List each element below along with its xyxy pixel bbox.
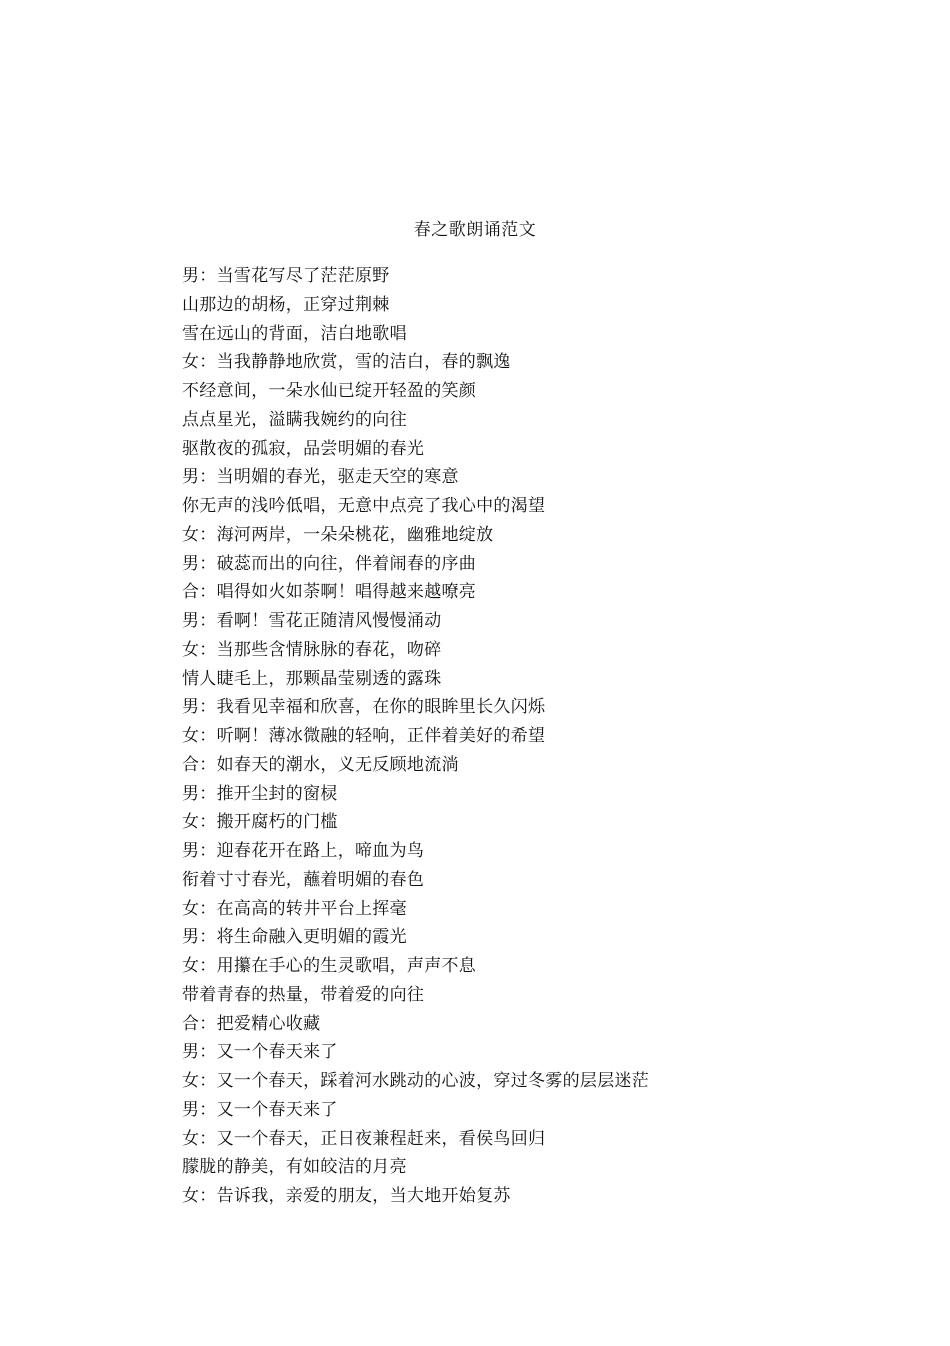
poem-line: 合：唱得如火如荼啊！唱得越来越嘹亮 (182, 582, 477, 603)
poem-line: 合：把爱精心收藏 (182, 1013, 321, 1034)
poem-line: 男：当雪花写尽了茫茫原野 (182, 266, 390, 286)
poem-line: 朦胧的静美，有如皎洁的月亮 (182, 1157, 407, 1178)
poem-line: 男：又一个春天来了 (182, 1099, 338, 1120)
poem-line: 男：将生命融入更明媚的霞光 (182, 927, 407, 948)
poem-line: 男：当明媚的春光，驱走天空的寒意 (182, 467, 459, 488)
poem-line: 男：破蕊而出的向往，伴着闹春的序曲 (182, 553, 477, 574)
poem-line: 带着青春的热量，带着爱的向往 (182, 984, 425, 1005)
poem-line: 男：推开尘封的窗棂 (182, 783, 338, 804)
poem-line: 衔着寸寸春光，蘸着明媚的春色 (182, 869, 425, 890)
poem-line: 男：又一个春天来了 (182, 1042, 338, 1063)
poem-line: 女：又一个春天，踩着河水跳动的心波，穿过冬雾的层层迷茫 (182, 1071, 650, 1091)
poem-line: 雪在远山的背面，洁白地歌唱 (182, 323, 407, 344)
document-title: 春之歌朗诵范文 (413, 220, 537, 240)
poem-line: 男：看啊！雪花正随清风慢慢涌动 (182, 611, 442, 631)
poem-line: 男：我看见幸福和欣喜，在你的眼眸里长久闪烁 (182, 697, 546, 718)
poem-line: 女：搬开腐朽的门槛 (182, 812, 338, 833)
poem-line: 女：又一个春天，正日夜兼程赶来，看侯鸟回归 (182, 1128, 546, 1149)
poem-line: 女：在高高的转井平台上挥毫 (182, 898, 407, 919)
poem-lines (182, 262, 802, 1211)
poem-line: 点点星光，溢瞒我婉约的向往 (182, 409, 407, 430)
poem-line: 情人睫毛上，那颗晶莹剔透的露珠 (182, 668, 442, 689)
poem-line: 女：海河两岸，一朵朵桃花，幽雅地绽放 (182, 524, 494, 545)
poem-line: 合：如春天的潮水，义无反顾地流淌 (182, 754, 459, 775)
poem-line: 女：当那些含情脉脉的春花，吻碎 (182, 639, 442, 660)
poem-line: 女：用攥在手心的生灵歌唱，声声不息 (182, 956, 477, 976)
poem-line: 驱散夜的孤寂，品尝明媚的春光 (182, 438, 425, 459)
poem-line: 你无声的浅吟低唱，无意中点亮了我心中的渴望 (182, 496, 546, 516)
poem-line: 女：告诉我，亲爱的朋友，当大地开始复苏 (182, 1186, 511, 1206)
poem-line: 女：听啊！薄冰微融的轻响，正伴着美好的希望 (182, 726, 546, 746)
poem-line: 女：当我静静地欣赏，雪的洁白，春的飘逸 (182, 352, 511, 373)
poem-line: 男：迎春花开在路上，啼血为鸟 (182, 841, 425, 861)
poem-line: 山那边的胡杨，正穿过荆棘 (182, 294, 390, 315)
poem-line: 不经意间，一朵水仙已绽开轻盈的笑颜 (182, 381, 477, 401)
